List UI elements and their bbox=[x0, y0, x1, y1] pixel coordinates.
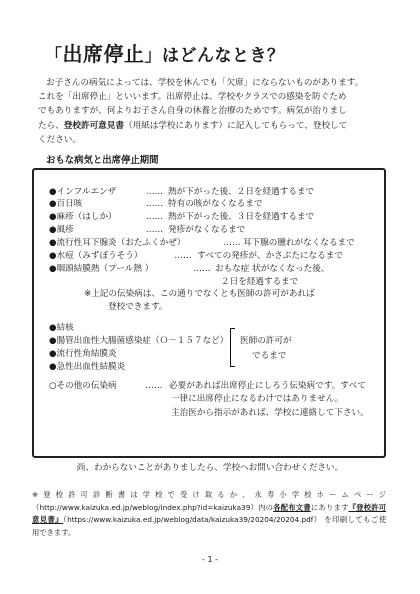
disease-row: ●急性出血性結膜炎 bbox=[49, 362, 126, 372]
disease-row: ○その他の伝染病 …… 必要があれば出席停止にしろう伝染病です。すべて bbox=[49, 381, 366, 391]
intro-line: お子さんの病気によっては、学校を休んでも「欠席」にならないものがあります。 bbox=[46, 78, 364, 88]
disease-row: ●腸管出血性大腸菌感染症（Ｏ－１５７など） bbox=[49, 336, 229, 346]
disease-row: ●咽頭結膜熱（プール熱 ） …… おもな症 状がなくなった後、 bbox=[49, 264, 330, 274]
download-note: ※登校許可診断書は学校で受け取るか、永寿小学校ホームページ（http://www.kaizuka.ed.jp/weblog/index.php?id=kaizuka39）内の各配布文書にあります『登校許可意見書』（https://www.kaizuka.ed.jp/weblog/data/kaizuka39/20204/20204.pdf） を印刷してもご使用できます。 bbox=[32, 490, 387, 537]
form-title: 『登校許可意見書』 bbox=[32, 502, 387, 525]
disease-row: ●結核 bbox=[49, 323, 74, 333]
group-bracket bbox=[230, 366, 235, 367]
intro-line: でもありますが、何よりお子さん自身の休養と治療のためです。病気が治りまし bbox=[38, 106, 347, 117]
inquiry-note: 尚、わからないことがありましたら、学校へお問い合わせください。 bbox=[76, 463, 344, 473]
intro-line: ください。 bbox=[38, 134, 81, 145]
group-desc: でるまで bbox=[252, 351, 287, 361]
disease-row-continuation: ２日を経過するまで bbox=[221, 277, 299, 287]
group-bracket bbox=[230, 328, 231, 366]
page-number: - 1 - bbox=[202, 555, 218, 564]
intro-line: これを「出席停止」といいます。出席停止は、学校やクラスでの感染を防ぐため bbox=[38, 92, 347, 103]
intro-line: たら、登校許可意見書（用紙は学校にあります）に記入してもらって、登校して bbox=[38, 120, 348, 131]
disease-row-continuation: 一律に出席停止になるわけではありません。 bbox=[171, 394, 344, 404]
disease-row-continuation: 主治医から指示があれば、学校に連絡して下さい。 bbox=[171, 408, 369, 418]
permission-form-name: 登校許可意見書 bbox=[63, 120, 124, 131]
group-desc: 医師の許可が bbox=[240, 336, 292, 346]
documents-link: 各配布文書 bbox=[273, 502, 311, 512]
section-heading: おもな病気と出席停止期間 bbox=[46, 155, 159, 166]
intro-paragraph bbox=[38, 76, 384, 147]
doctor-permission-note: 登校できます。 bbox=[108, 302, 168, 312]
disease-row: ●麻疹（はしか） …… 熱が下がった後、３日を経過するまで bbox=[49, 212, 315, 222]
disease-table bbox=[32, 168, 386, 458]
page-title: 「出席停止」はどんなとき？ bbox=[45, 42, 285, 66]
doctor-permission-note: ※上記の伝染病は、この通りでなくとも医師の許可があれば bbox=[84, 289, 315, 299]
group-bracket bbox=[230, 328, 235, 329]
disease-row: ●流行性角結膜炎 bbox=[49, 349, 117, 359]
disease-row: ●水痘（みずぼうそう） …… すべての発疹が、かさぶたになるまで bbox=[49, 251, 343, 261]
disease-row: ●流行性耳下腺炎（おたふくかぜ） …… 耳下腺の腫れがなくなるまで bbox=[49, 238, 355, 248]
disease-row: ●百日咳 …… 特有の咳がなくなるまで bbox=[49, 199, 263, 209]
disease-row: ●インフルエンザ …… 熱が下がった後、２日を経過するまで bbox=[49, 187, 315, 197]
disease-row: ●風疹 …… 発疹がなくなるまで bbox=[49, 225, 246, 235]
